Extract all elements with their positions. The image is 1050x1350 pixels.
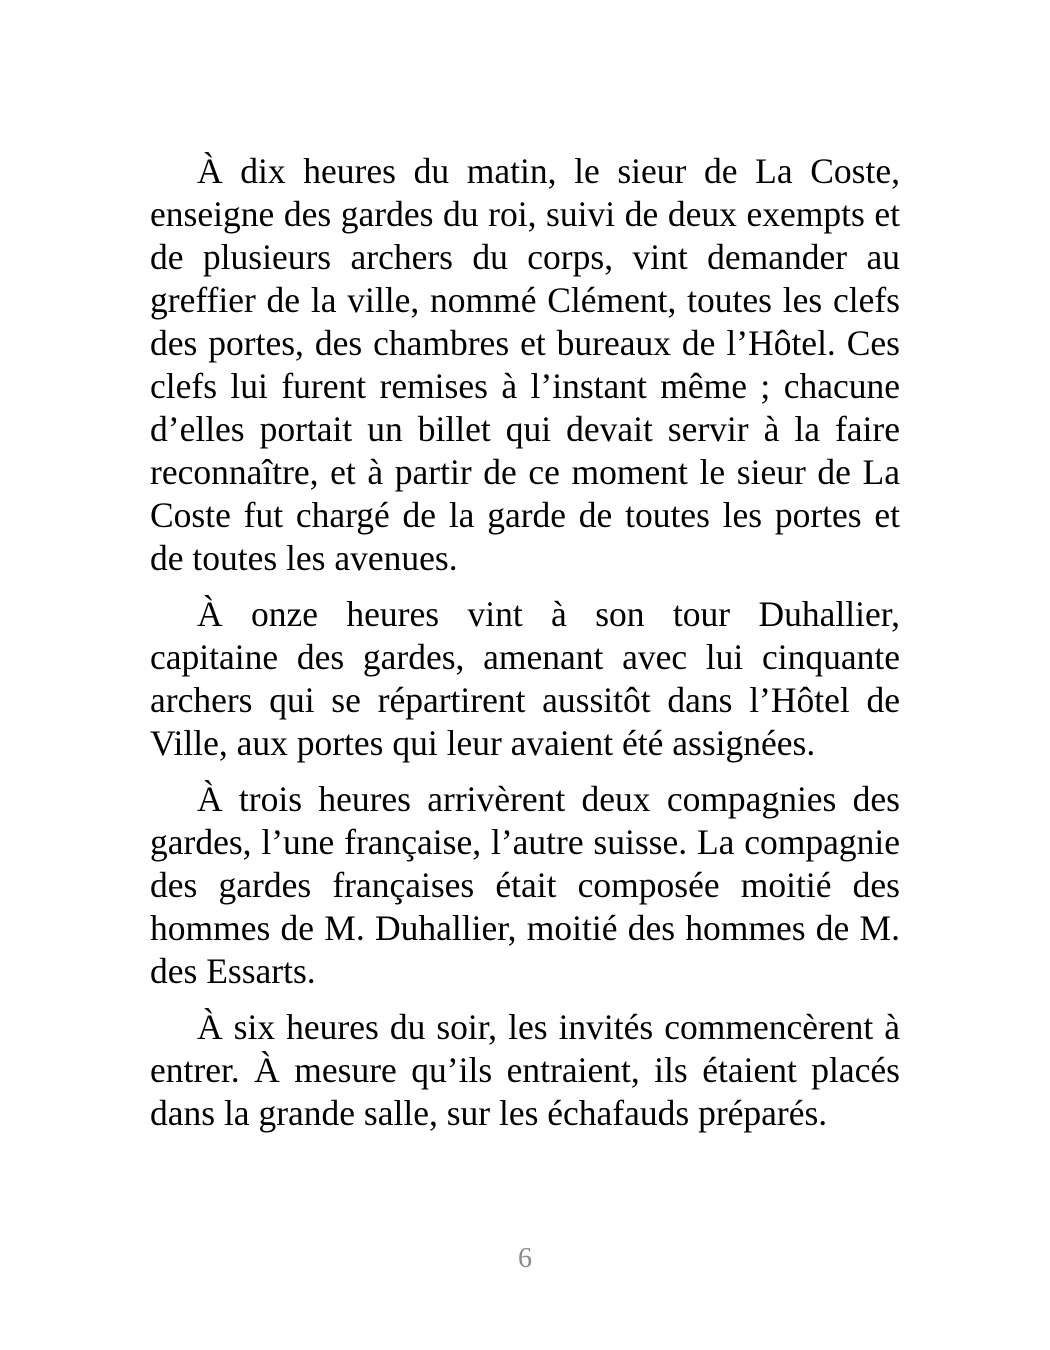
paragraph-1: À dix heures du matin, le sieur de La Coste, enseigne des gardes du roi, suivi de deux exempts et de plusieurs archers du corps, vint demander au greffier de la ville, nommé Clément, toutes les clefs des portes, des chambres et bureaux de l’Hôtel. Ces clefs lui furent remises à l’instant même ; chacune d’elles portait un billet qui devait servir à la faire reconnaître, et à partir de ce moment le sieur de La Coste fut chargé de la garde de toutes les portes et de toutes les avenues. [150, 151, 900, 578]
body-text [150, 150, 900, 1148]
paragraph-2: À onze heures vint à son tour Duhallier, capitaine des gardes, amenant avec lui cinquante archers qui se répartirent aussitôt dans l’Hôtel de Ville, aux portes qui leur avaient été assignées. [150, 594, 900, 763]
paragraph-4: À six heures du soir, les invités commencèrent à entrer. À mesure qu’ils entraient, ils étaient placés dans la grande salle, sur les échafauds préparés. [150, 1007, 900, 1133]
paragraph-3: À trois heures arrivèrent deux compagnies des gardes, l’une française, l’autre suisse. La compagnie des gardes françaises était composée moitié des hommes de M. Duhallier, moitié des hommes de M. des Essarts. [150, 779, 900, 991]
page-number: 6 [518, 1243, 532, 1274]
